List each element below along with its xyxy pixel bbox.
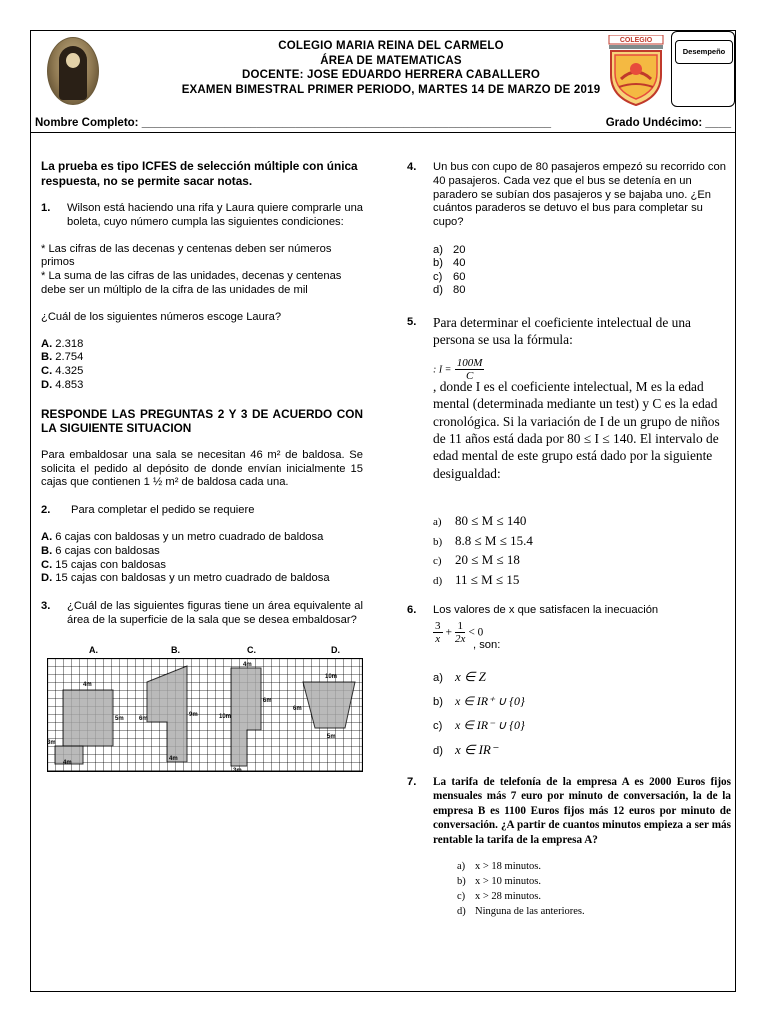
question-6-text: Los valores de x que satisfacen la inecuación	[433, 604, 659, 617]
option-text: 8.8 ≤ M ≤ 15.4	[455, 532, 533, 548]
question-7-option-b[interactable]	[457, 874, 731, 889]
question-5-option-d[interactable]	[433, 571, 731, 591]
question-1-option-c[interactable]	[41, 365, 363, 379]
option-text: x ∈ IR⁺ ∪ {0}	[455, 693, 525, 708]
header-divider	[31, 132, 735, 133]
option-letter: b)	[457, 876, 466, 888]
dim-label: 5m	[115, 715, 124, 722]
option-text: 4.853	[52, 378, 84, 391]
question-6-number: 6.	[407, 604, 417, 617]
question-4-option-d[interactable]	[433, 284, 731, 298]
question-4-option-c[interactable]	[433, 271, 731, 285]
option-text: x ∈ IR⁻ ∪ {0}	[455, 717, 525, 732]
saint-portrait-image	[47, 37, 99, 105]
figure-label-b: B.	[171, 644, 180, 655]
question-3-figures	[41, 644, 363, 774]
question-7	[407, 775, 731, 920]
option-text: 4.325	[52, 365, 84, 378]
question-3	[41, 600, 363, 628]
question-7-option-d[interactable]	[457, 904, 731, 919]
option-letter: B.	[41, 351, 53, 364]
dim-label: 9m	[189, 711, 198, 718]
dim-label: 4m	[83, 681, 92, 688]
option-letter: d)	[433, 744, 443, 757]
option-letter: C.	[41, 365, 53, 378]
formula-prefix: : I =	[433, 364, 452, 376]
option-letter: b)	[433, 695, 443, 708]
tiling-grid-figures	[47, 658, 363, 772]
left-column	[41, 159, 363, 774]
inequality-fraction-1	[433, 620, 443, 645]
question-3-text: ¿Cuál de las siguientes figuras tiene un área equivalente al área de la superficie de la sala que se desea embaldosar?	[67, 600, 363, 626]
formula-denominator: C	[465, 369, 474, 382]
option-letter: c)	[457, 891, 466, 903]
question-5-text: Para determinar el coeficiente intelectual de una persona se usa la fórmula:	[433, 314, 692, 348]
grade-field-label: Grado Undécimo: ____	[605, 117, 731, 129]
question-2-option-c[interactable]	[41, 559, 363, 573]
question-5-number: 5.	[407, 315, 417, 328]
question-1-option-b[interactable]	[41, 351, 363, 365]
name-row	[31, 115, 735, 133]
question-1-option-a[interactable]	[41, 338, 363, 352]
dim-label: 4m	[169, 755, 178, 762]
plus-sign: +	[445, 626, 452, 639]
dim-label: 4m	[63, 759, 72, 766]
figure-label-a: A.	[89, 644, 98, 655]
question-2-options	[41, 531, 363, 586]
header-title-block	[141, 39, 641, 97]
question-1-options	[41, 338, 363, 393]
dim-label: 3m	[47, 739, 56, 746]
dim-label: 3m	[233, 767, 242, 772]
option-letter: B.	[41, 544, 53, 557]
option-text: x > 10 minutos.	[475, 876, 542, 888]
school-crest-icon	[607, 35, 665, 107]
option-letter: c)	[433, 719, 443, 732]
option-text: 20 ≤ M ≤ 18	[455, 552, 520, 568]
question-6-options	[433, 665, 731, 763]
question-5	[407, 314, 731, 590]
group-2-3-heading: RESPONDE LAS PREGUNTAS 2 Y 3 DE ACUERDO CON LA SIGUIENTE SITUACION	[41, 406, 363, 436]
question-1-prompt: ¿Cuál de los siguientes números escoge Laura?	[41, 310, 282, 323]
option-text: 80	[453, 284, 466, 297]
performance-label: Desempeño	[675, 40, 733, 64]
fraction-numerator: 1	[455, 620, 465, 633]
question-7-option-a[interactable]	[457, 859, 731, 874]
school-name: COLEGIO MARIA REINA DEL CARMELO	[278, 40, 504, 52]
dim-label: 6m	[293, 705, 302, 712]
option-text: 15 cajas con baldosas	[52, 558, 167, 571]
question-6-son: , son:	[473, 639, 501, 652]
figure-label-d: D.	[331, 644, 340, 655]
question-6-option-c[interactable]	[433, 714, 731, 738]
option-text: x > 28 minutos.	[475, 891, 542, 903]
intro-text: La prueba es tipo ICFES de selección múltiple con única respuesta, no se permite sacar notas.	[41, 159, 358, 188]
option-letter: b)	[433, 535, 443, 548]
option-text: x ∈ Z	[455, 668, 486, 684]
question-3-number: 3.	[41, 600, 51, 613]
option-letter: a)	[433, 243, 443, 256]
option-letter: d)	[457, 906, 466, 918]
option-text: 20	[453, 243, 466, 256]
question-4	[407, 161, 731, 298]
option-text: 80 ≤ M ≤ 140	[455, 513, 527, 529]
option-letter: c)	[433, 555, 442, 568]
option-letter: b)	[433, 257, 443, 270]
option-text: 11 ≤ M ≤ 15	[455, 571, 520, 587]
exam-sheet	[30, 30, 736, 992]
option-letter: D.	[41, 378, 53, 391]
option-letter: d)	[433, 574, 443, 587]
question-7-option-c[interactable]	[457, 889, 731, 904]
fraction-numerator: 3	[435, 620, 441, 633]
dim-label: 10m	[325, 673, 338, 680]
question-2-option-b[interactable]	[41, 545, 363, 559]
option-letter: a)	[433, 671, 443, 684]
figure-a-shape	[63, 690, 113, 746]
question-6-option-b[interactable]	[433, 690, 731, 714]
option-letter: A.	[41, 337, 53, 350]
area-name: ÁREA DE MATEMATICAS	[320, 54, 462, 67]
crest-text: COLEGIO	[619, 37, 653, 44]
performance-box	[671, 31, 735, 107]
question-5-option-a[interactable]	[433, 512, 731, 532]
option-text: 2.754	[52, 351, 84, 364]
question-2-text: Para completar el pedido se requiere	[71, 504, 255, 517]
dim-label: 6m	[139, 715, 148, 722]
option-letter: A.	[41, 530, 53, 543]
less-than-zero: < 0	[468, 626, 484, 639]
option-text: 6 cajas con baldosas	[52, 544, 160, 557]
question-4-option-a[interactable]	[433, 244, 731, 258]
question-2-option-d[interactable]	[41, 572, 363, 586]
option-letter: D.	[41, 572, 53, 585]
question-1-number: 1.	[41, 202, 51, 214]
fraction-denominator: 2x	[455, 633, 466, 646]
name-field-label: Nombre Completo: ________________________________________________________________	[35, 117, 552, 129]
fraction-denominator: x	[435, 633, 441, 646]
group-2-3-text: Para embaldosar una sala se necesitan 46 m² de baldosa. Se solicita el pedido al depósito de donde envían inicialmente 15 cajas que contienen 1 ½ m² de baldosa cada una.	[41, 448, 363, 489]
teacher-name: DOCENTE: JOSE EDUARDO HERRERA CABALLERO	[241, 69, 541, 81]
formula-numerator: 100M	[456, 356, 483, 369]
dim-label: 5m	[327, 733, 336, 740]
question-5-option-b[interactable]	[433, 532, 731, 552]
right-column	[407, 161, 731, 919]
question-5-options	[433, 512, 731, 590]
question-4-text: Un bus con cupo de 80 pasajeros empezó su recorrido con 40 pasajeros. Cada vez que el bus se detenía en un paradero se subían dos pasajeros y se bajaba uno. ¿En cuántos paraderos se detuvo el bus para completar su cupo?	[433, 161, 726, 229]
question-7-text: La tarifa de telefonía de la empresa A es 2000 Euros fijos mensuales más 7 euro por minuto de conversación, la de la empresa B es 1100 Euros fijos más 12 euros por minuto de conversación. ¿A partir de cuantos minutos empieza a ser más rentable la tarifa de la empresa A?	[433, 775, 731, 846]
question-6-option-d[interactable]	[433, 738, 731, 763]
option-text: 40	[453, 257, 466, 270]
question-2-option-a[interactable]	[41, 531, 363, 545]
option-letter: c)	[433, 270, 443, 283]
question-5-text-2: , donde I es el coeficiente intelectual, M es la edad mental (determinada mediante un test) y C es la edad cronológica. Si la variación de I de un grupo de niños de 11 años está dada por 80 ≤ I ≤ 140. El intervalo de edad mental de este grupo está dado por la siguiente desigualdad:	[433, 378, 720, 481]
inequality-fraction-2	[455, 620, 465, 645]
option-text: 60	[453, 270, 466, 283]
question-4-option-b[interactable]	[433, 257, 731, 271]
option-text: x ∈ IR⁻	[455, 741, 498, 757]
option-letter: C.	[41, 558, 53, 571]
exam-title: EXAMEN BIMESTRAL PRIMER PERIODO, MARTES 14 DE MARZO DE 2019	[181, 83, 601, 96]
figure-label-c: C.	[247, 644, 256, 655]
option-text: 15 cajas con baldosas y un metro cuadrado de baldosa	[52, 572, 330, 585]
dim-label: 4m	[243, 661, 252, 668]
question-1-condition-1: * Las cifras de las decenas y centenas deben ser números primos	[41, 242, 332, 269]
dim-label: 10m	[219, 713, 232, 720]
option-text: 6 cajas con baldosas y un metro cuadrado de baldosa	[52, 530, 324, 543]
question-1	[41, 202, 363, 230]
option-letter: d)	[433, 284, 443, 297]
question-2	[41, 504, 363, 518]
exam-header	[31, 31, 735, 113]
question-1-text: Wilson está haciendo una rifa y Laura quiere comprarle una boleta, cuyo número cumpla las siguientes condiciones:	[67, 202, 364, 228]
question-7-number: 7.	[407, 775, 417, 788]
question-6-option-a[interactable]	[433, 665, 731, 690]
option-letter: a)	[433, 516, 442, 529]
question-1-condition-2: * La suma de las cifras de las unidades, decenas y centenas debe ser un múltiplo de la cifra de las unidades de mil	[41, 270, 342, 296]
question-7-options	[433, 859, 731, 919]
question-6	[407, 604, 731, 763]
question-4-options	[433, 244, 731, 298]
option-text: Ninguna de las anteriores.	[475, 906, 585, 918]
question-2-number: 2.	[41, 504, 51, 517]
option-text: x > 18 minutos.	[475, 861, 542, 873]
question-4-number: 4.	[407, 161, 417, 173]
dim-label: 6m	[263, 697, 272, 704]
option-text: 2.318	[52, 337, 84, 350]
question-5-option-c[interactable]	[433, 551, 731, 571]
option-letter: a)	[457, 861, 466, 873]
question-1-option-d[interactable]	[41, 379, 363, 393]
